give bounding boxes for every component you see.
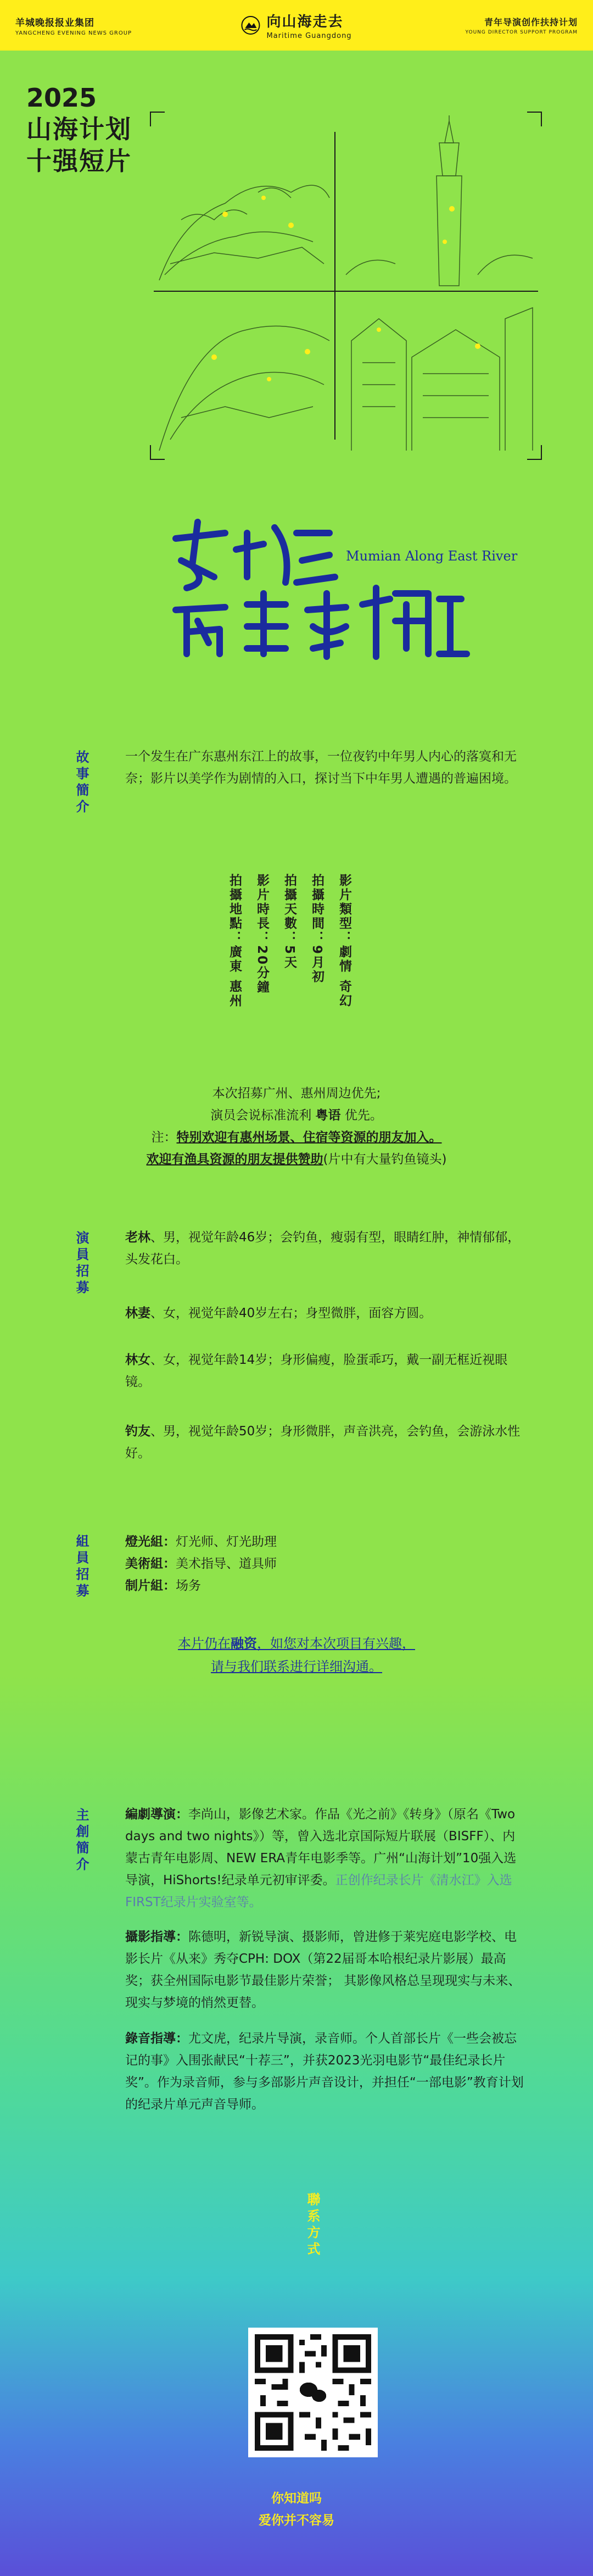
brand-logo — [241, 10, 351, 40]
info-duration: 影片時長：20分鐘 — [255, 874, 269, 995]
cantonese-highlight: 粤语 — [315, 1108, 341, 1123]
program-name-en: YOUNG DIRECTOR SUPPORT PROGRAM — [465, 30, 578, 35]
info-shoot-time: 拍攝時間：9月初 — [310, 874, 324, 985]
cast-item-fishing-friend: 钓友、男，视觉年龄50岁；身形微胖，声音洪亮，会钓鱼，会游泳水性好。 — [125, 1424, 521, 1461]
recruit-line-2: 演员会说标准流利 粤语 优先。 — [210, 1108, 383, 1123]
page-title — [26, 82, 132, 177]
crew-item-production: 制片組：场务 — [125, 1579, 201, 1593]
brand-name-en: Maritime Guangdong — [266, 32, 352, 40]
recruit-line-3: 注：特别欢迎有惠州场景、住宿等资源的朋友加入。 — [151, 1130, 442, 1145]
film-info-columns — [226, 874, 353, 1008]
crew-item-lighting: 燈光組：灯光师、灯光助理 — [125, 1535, 277, 1549]
recruit-line-1: 本次招募广州、惠州周边优先; — [212, 1086, 381, 1101]
qr-code-icon — [255, 2334, 371, 2451]
crew-item-art: 美術組：美术指导、道具师 — [125, 1557, 277, 1571]
footer-line-2: 爱你并不容易 — [259, 2513, 334, 2528]
bio-sound: 錄音指導：尤文虎，纪录片导演，录音师。个人首部长片《一些会被忘记的事》入围张献民“十荐三”，并获2023光羽电影节“最佳纪录长片奖”。作为录音师，参与多部影片声音设计，并担任“一部电影”教育计划的纪录片单元声音导师。 — [125, 2031, 524, 2112]
invite-line-1: 本片仍在融资，如您对本次项目有兴趣， — [178, 1636, 415, 1651]
info-genre: 影片類型：劇情 奇幻 — [337, 874, 351, 1009]
cast-item-lao-lin: 老林、男，视觉年龄46岁；会钓鱼，瘦弱有型，眼睛红肿，神情郁郁，头发花白。 — [125, 1230, 521, 1267]
header-bar — [0, 0, 593, 51]
bio-cinematographer: 攝影指導：陈德明，新锐导演、摄影师，曾进修于莱宪庭电影学校、电影长片《从来》秀夺CPH: DOX（第22届哥本哈根纪录片影展）最高奖；获全州国际电影节最佳影片荣誉； 其影像风格总呈现现实与未来、现实与梦境的悄然更替。 — [125, 1930, 521, 2010]
mountain-sea-logo-icon — [241, 16, 260, 35]
synopsis-text: 一个发生在广东惠州东江上的故事，一位夜钓中年男人内心的落寞和无奈；影片以美学作为剧情的入口，探讨当下中年男人遭遇的普遍困境。 — [125, 750, 517, 786]
program-name: 青年导演创作扶持计划 — [484, 17, 578, 27]
calligraphy-title-art — [165, 517, 472, 665]
film-title-en: Mumian Along East River — [346, 548, 518, 564]
wechat-qr-code[interactable] — [248, 2328, 378, 2457]
title-program: 山海计划 — [26, 114, 132, 144]
cast-item-lin-daughter: 林女、女，视觉年龄14岁；身形偏瘦，脸蛋乖巧，戴一副无框近视眼镜。 — [125, 1353, 508, 1389]
cast-item-lin-wife: 林妻、女，视觉年龄40岁左右；身型微胖，面容方圆。 — [125, 1306, 432, 1320]
recruit-notice — [0, 1082, 593, 1170]
info-location: 拍攝地點：廣東 惠州 — [227, 874, 242, 1009]
synopsis-label: 故事簡介 — [74, 750, 89, 816]
info-shoot-days: 拍攝天數：5天 — [282, 874, 296, 970]
title-top10: 十强短片 — [26, 146, 132, 176]
publisher-name-en: YANGCHENG EVENING NEWS GROUP — [15, 30, 132, 36]
crew-label: 組員招募 — [74, 1534, 89, 1600]
cast-label: 演員招募 — [74, 1231, 89, 1297]
brand-name: 向山海走去 — [266, 14, 344, 30]
footer-line-1: 你知道吗 — [271, 2491, 322, 2506]
creators-label: 主創簡介 — [74, 1808, 89, 1874]
publisher-block — [15, 15, 132, 36]
program-block — [466, 15, 578, 35]
bio-director: 編劇導演：李尚山，影像艺术家。作品《光之前》《转身》（原名《Two days and two nights》）等，曾入选北京国际短片联展（BISFF）、内蒙古青年电影周、NEW ERA青年电影季等。广州“山海计划”10强入选导演，HiShorts!纪录单元初审评委。正创作纪录长片《清水江》入选FIRST纪录片实验室等。 — [125, 1807, 517, 1909]
title-year: 2025 — [26, 83, 97, 113]
publisher-name: 羊城晚报报业集团 — [15, 17, 94, 29]
financing-invite — [0, 1632, 593, 1678]
line-drawing-illustration — [148, 110, 544, 462]
invite-line-2: 请与我们联系进行详细沟通。 — [211, 1659, 382, 1674]
recruit-line-4: 欢迎有渔具资源的朋友提供赞助(片中有大量钓鱼镜头) — [146, 1152, 447, 1167]
contact-label: 聯系方式 — [305, 2192, 320, 2258]
